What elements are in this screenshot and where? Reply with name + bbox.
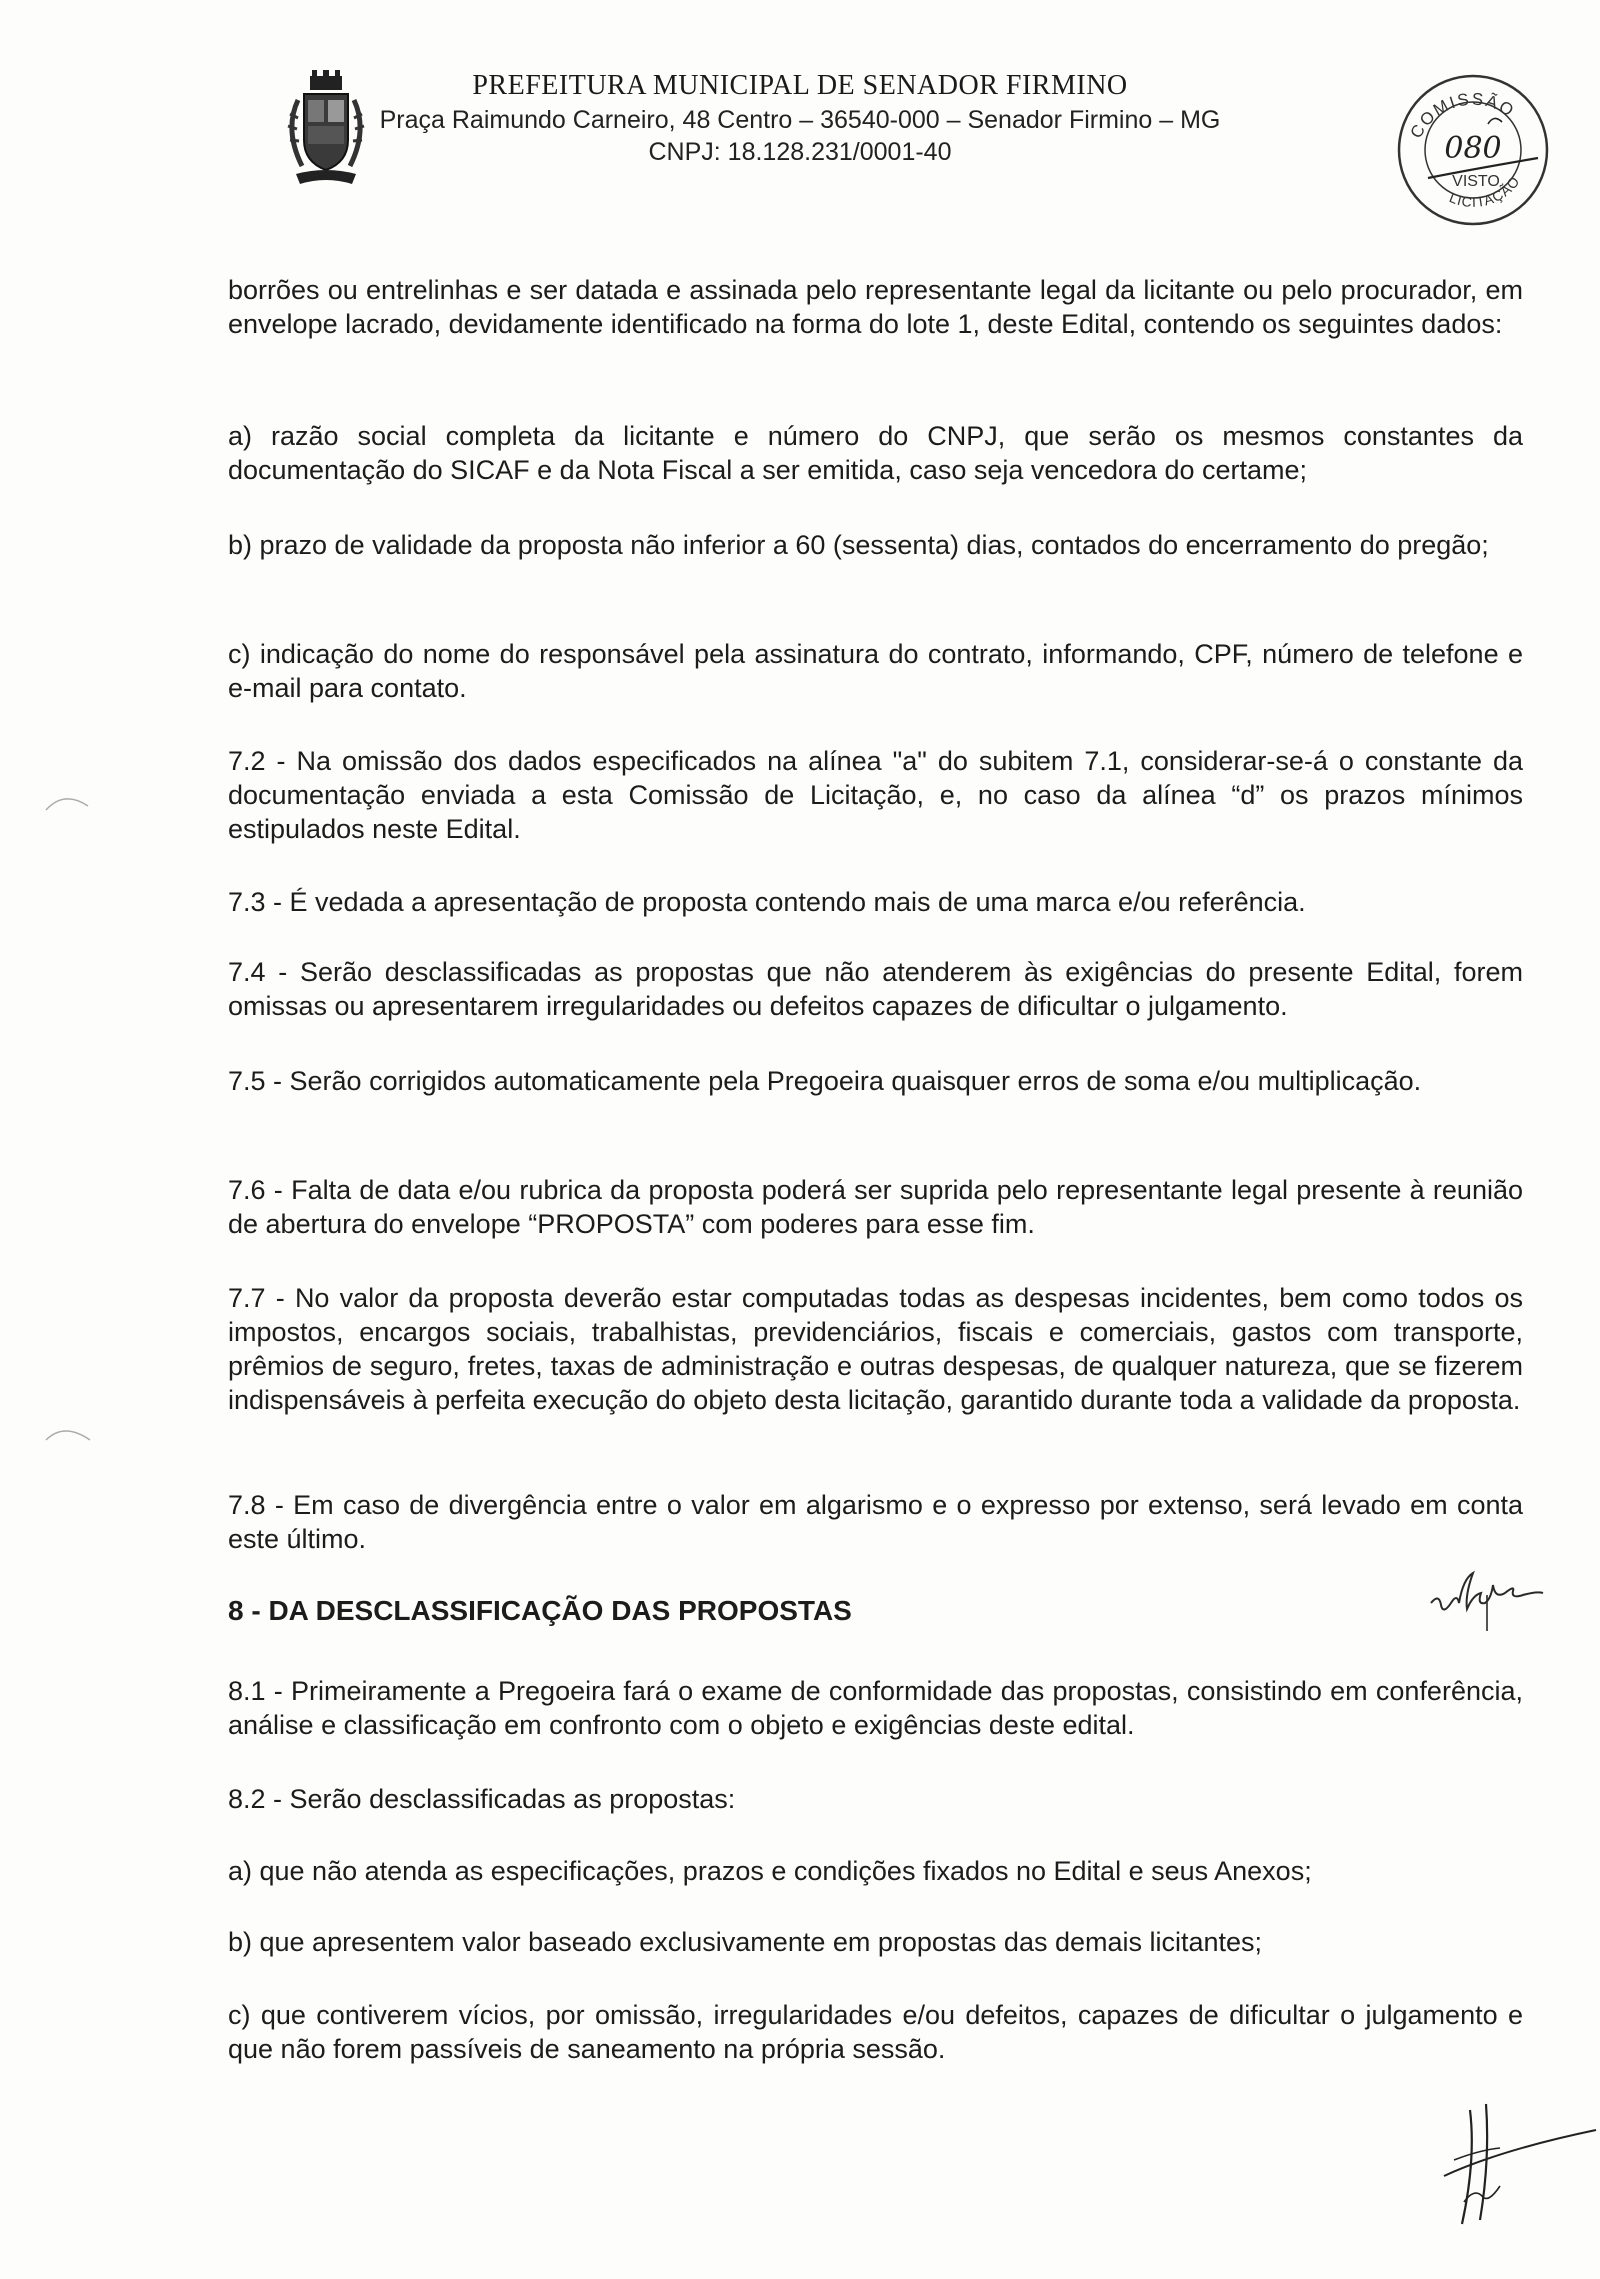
- paragraph-7-5: 7.5 - Serão corrigidos automaticamente pela Pregoeira quaisquer erros de soma e/ou multiplicação.: [228, 1066, 1422, 1096]
- stamp-number: 080: [1444, 131, 1502, 166]
- paragraph-7-7: 7.7 - No valor da proposta deverão estar computadas todas as despesas incidentes, bem como todos os impostos, encargos sociais, trabalhistas, previdenciários, fiscais e comerciais, gastos com transporte, prêmios de seguro, fretes, taxas de administração e outras despesas, de qualquer natureza, que se fizerem indispensáveis à perfeita execução do objeto desta licitação, garantido durante toda a validade da proposta.: [228, 1283, 1523, 1415]
- paragraph-continuation: borrões ou entrelinhas e ser datada e assinada pelo representante legal da licitante ou pelo procurador, em envelope lacrado, devidamente identificado na forma do lote 1, deste Edital, contendo os seguintes dados:: [228, 275, 1523, 339]
- paragraph-item-a: a) razão social completa da licitante e número do CNPJ, que serão os mesmos constantes da documentação do SICAF e da Nota Fiscal a ser emitida, caso seja vencedora do certame;: [228, 421, 1523, 485]
- header-cnpj: CNPJ: 18.128.231/0001-40: [648, 138, 952, 166]
- paragraph-7-6: 7.6 - Falta de data e/ou rubrica da proposta poderá ser suprida pelo representante legal presente à reunião de abertura do envelope “PROPOSTA” com poderes para esse fim.: [228, 1175, 1523, 1239]
- commission-stamp: [1388, 62, 1558, 232]
- paragraph-8-2-a: a) que não atenda as especificações, prazos e condições fixados no Edital e seus Anexos;: [228, 1856, 1312, 1886]
- paragraph-7-4: 7.4 - Serão desclassificadas as propostas que não atenderem às exigências do presente Edital, forem omissas ou apresentarem irregularidades ou defeitos capazes de dificultar o julgamento.: [228, 957, 1523, 1021]
- stamp-visto-text: VISTO: [1452, 173, 1500, 190]
- handwritten-initials: [1425, 1555, 1565, 1635]
- paragraph-8-1: 8.1 - Primeiramente a Pregoeira fará o exame de conformidade das propostas, consistindo em conferência, análise e classificação em confronto com o objeto e exigências deste edital.: [228, 1676, 1523, 1740]
- scan-artifact-mark: [40, 1410, 100, 1470]
- paragraph-8-2-b: b) que apresentem valor baseado exclusivamente em propostas das demais licitantes;: [228, 1927, 1263, 1957]
- scan-artifact-mark: [40, 780, 100, 840]
- paragraph-item-b: b) prazo de validade da proposta não inferior a 60 (sessenta) dias, contados do encerramento do pregão;: [228, 530, 1489, 560]
- paragraph-8-2-c: c) que contiverem vícios, por omissão, irregularidades e/ou defeitos, capazes de dificultar o julgamento e que não forem passíveis de saneamento na própria sessão.: [228, 2000, 1523, 2064]
- header-institution-name: PREFEITURA MUNICIPAL DE SENADOR FIRMINO: [472, 70, 1128, 101]
- stamp-top-text: COMISSÃO: [1406, 89, 1519, 142]
- paragraph-8-2: 8.2 - Serão desclassificadas as propostas:: [228, 1784, 736, 1814]
- header-address: Praça Raimundo Carneiro, 48 Centro – 36540-000 – Senador Firmino – MG: [379, 106, 1221, 134]
- paragraph-7-2: 7.2 - Na omissão dos dados especificados na alínea "a" do subitem 7.1, considerar-se-á o constante da documentação enviada a esta Comissão de Licitação, e, no caso da alínea “d” os prazos mínimos estipulados neste Edital.: [228, 746, 1523, 844]
- paragraph-item-c: c) indicação do nome do responsável pela assinatura do contrato, informando, CPF, número de telefone e e-mail para contato.: [228, 639, 1523, 703]
- paragraph-7-3: 7.3 - É vedada a apresentação de proposta contendo mais de uma marca e/ou referência.: [228, 887, 1306, 917]
- section-heading-8: 8 - DA DESCLASSIFICAÇÃO DAS PROPOSTAS: [228, 1595, 852, 1626]
- stamp-bottom-text: LICITAÇÃO: [1447, 172, 1523, 211]
- handwritten-rubric-signature: [1440, 2090, 1600, 2230]
- paragraph-7-8: 7.8 - Em caso de divergência entre o valor em algarismo e o expresso por extenso, será levado em conta este último.: [228, 1490, 1523, 1554]
